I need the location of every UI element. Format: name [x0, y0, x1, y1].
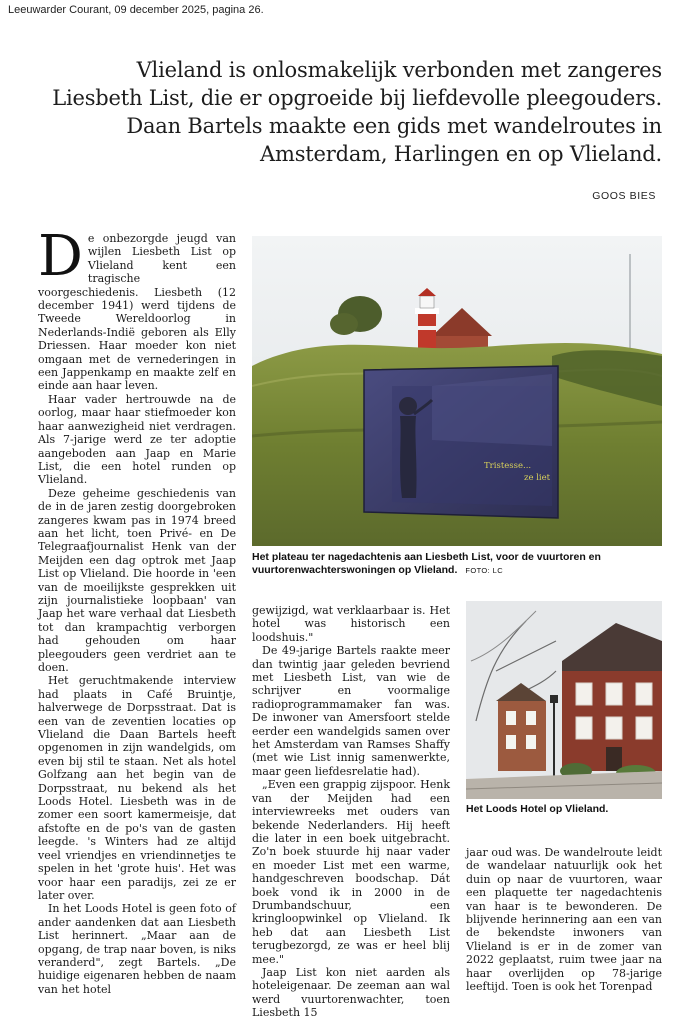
intro-line: Liesbeth List, die er opgroeide bij liefdevolle pleegouders. — [52, 86, 662, 110]
photo-loods-hotel — [466, 601, 662, 799]
article-paragraph: De 49-jarige Bartels raakte meer dan twintig jaar geleden bevriend met Liesbeth List, van wie de schrijver en voormalige radioprogrammamaker fan was. De inwoner van Amersfoort stelde eerder een wandelgids samen over het Amsterdam van Ramses Shaffy (met wie List innig samenwerkte, maar geen liefdesrelatie had). — [252, 644, 450, 778]
article-paragraph: Deze geheime geschiedenis van de in de jaren zestig doorgebroken zangeres kwam pas in 1974 breed aan het licht, toen Privé- en De Telegraafjournalist Henk van der Meijden een dag optrok met Jaap List op Vlieland. Die hoorde in 'een van de moeilijkste gesprekken uit zijn journalistieke loopbaan' van Jaap het ware verhaal dat Liesbeth tot dan krampachtig verborgen had gehouden om haar pleegouders geen verdriet aan te doen. — [38, 486, 236, 674]
photo-lighthouse-plaque — [252, 236, 662, 546]
photo-hotel-illustration — [466, 601, 662, 799]
paragraph-text: e onbezorgde jeugd van wijlen Liesbeth List op Vlieland kent een tragische voorgeschiedenis. Liesbeth (12 december 1941) werd tijdens de Tweede Wereldoorlog in Nederlands-Indië geboren als Elly Driessen. Haar moeder kon niet omgaan met de vernederingen in een Jappenkamp en maakte zelf en einde aan haar leven. — [38, 232, 236, 393]
article-paragraph: „Even een grappig zijspoor. Henk van der Meijden had een interviewreeks met ouders van bekende Nederlanders. Hij heeft die later in een boek uitgebracht. Zo'n boek stuurde hij naar vader en moeder List met een warme, handgeschreven boodschap. Dát boek vond ik in 2000 in de Drumbandschuur, een kringloopwinkel op Vlieland. Ik heb dat aan Liesbeth List terugbezorgd, ze was er heel blij mee." — [252, 778, 450, 966]
plaque-inscription: Tristesse... — [484, 461, 532, 471]
article-paragraph: Jaap List kon niet aarden als hoteleigenaar. De zeeman aan wal werd vuurtorenwachter, toen Liesbeth 15 — [252, 965, 450, 1020]
newspaper-source-line: Leeuwarder Courant, 09 december 2025, pagina 26. — [8, 4, 264, 16]
plaque-inscription: ze liet — [524, 473, 551, 483]
article-column-1 — [38, 224, 236, 996]
intro-line: Amsterdam, Harlingen en op Vlieland. — [260, 142, 662, 166]
photo-lighthouse-illustration — [252, 236, 662, 546]
article-column-2 — [252, 604, 450, 1020]
article-paragraph: jaar oud was. De wandelroute leidt de wandelaar natuurlijk ook het duin op naar de vuurtoren, waar een plaquette ter nagedachtenis van haar is te bewonderen. De blijvende herinnering aan een van de bekendste inwoners van Vlieland is er in de zomer van 2022 geplaatst, ruim twee jaar na haar overlijden op 78-jarige leeftijd. Toen is ook het Torenpad — [466, 846, 662, 994]
photo-credit: FOTO: LC — [465, 566, 504, 575]
drop-cap: D — [38, 224, 83, 289]
author-byline: GOOS BIES — [592, 190, 656, 202]
article-paragraph: gewijzigd, wat verklaarbaar is. Het hotel was historisch een loodshuis." — [252, 604, 450, 644]
article-paragraph — [38, 224, 236, 393]
intro-line: Daan Bartels maakte een gids met wandelroutes in — [126, 114, 662, 138]
intro-line: Vlieland is onlosmakelijk verbonden met zangeres — [136, 58, 662, 82]
caption-text: Het plateau ter nagedachtenis aan Liesbeth List, voor de vuurtoren en vuurtorenwachterswoningen op Vlieland. — [252, 551, 601, 576]
article-paragraph: Haar vader hertrouwde na de oorlog, maar haar stiefmoeder kon haar aanwezigheid niet verdragen. Als 7-jarige werd ze ter adoptie aangeboden aan Jaap en Marie List, die een hotel runden op Vlieland. — [38, 392, 236, 487]
photo-caption: Het Loods Hotel op Vlieland. — [466, 803, 609, 815]
article-column-3 — [466, 846, 662, 993]
photo-caption — [252, 551, 664, 577]
article-paragraph: Het geruchtmakende interview had plaats in Café Bruintje, halverwege de Dorpsstraat. Dat is een van de zeventien locaties op Vlieland die Daan Bartels heeft opgenomen in zijn wandelgids, om even bij stil te staan. Net als hotel Golfzang aan het begin van de Dorpsstraat, nu bekend als het Loods Hotel. Liesbeth was in de zomer een soort kamermeisje, dat afstofte en de po's van de gasten leegde. 's Winters had ze altijd veel vriendjes en vriendinnetjes te spelen in het 'grote huis'. Het was voor haar een paradijs, zei ze er later over. — [38, 674, 236, 902]
article-paragraph: In het Loods Hotel is geen foto of ander aandenken dat aan Liesbeth List herinnert. „Maar aan de opgang, de trap naar boven, is niks veranderd", zegt Bartels. „De huidige eigenaren hebben de naam van het hotel — [38, 902, 236, 996]
article-intro — [40, 56, 662, 168]
